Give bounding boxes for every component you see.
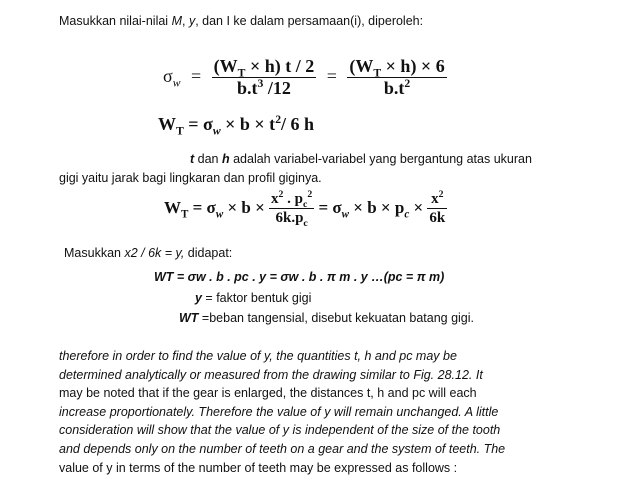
wt-equation-line: WT = σw . b . pc . y = σw . b . π m . y …(pc = π m) [154,270,445,284]
intro-text-3: , dan I ke dalam persamaan(i), diperoleh: [195,14,424,28]
masukkan-line: Masukkan x2 / 6k = y, didapat: [64,246,233,260]
intro-line [59,14,423,28]
equation-stress [163,56,447,99]
intro-var-y: y [188,14,196,28]
intro-text-2: , [181,14,189,28]
variables-line-2: gigi yaitu jarak bagi lingkaran dan profil giginya. [59,171,322,185]
intro-text-1: Masukkan nilai-nilai [59,14,172,28]
paragraph-line: increase proportionately. Therefore the value of y will remain unchanged. A little [59,404,499,419]
eq1-fraction-2: $\frac{(W_T \times h) \times 6}{b.t^2}$ [349,56,445,98]
eq1-equals: = [191,65,202,86]
paragraph-line: and depends only on the number of teeth on a gear and the system of teeth. The [59,441,506,456]
wt-definition: WT =beban tangensial, disebut kekuatan batang gigi. [179,311,474,325]
y-definition: y = faktor bentuk gigi [195,291,312,305]
paragraph-line: may be noted that if the gear is enlarged, the distances t, h and pc will each [59,386,477,401]
eq1-equals-2: = [326,65,337,86]
intro-var-m: M [171,14,182,28]
paragraph-line: value of y in terms of the number of teeth may be expressed as follows : [59,460,458,475]
paragraph-line: therefore in order to find the value of y, the quantities t, h and pc may be [59,349,457,363]
eq3-fraction-1: $\frac{x^2 . p_c^2}{6k.p_c}$ [271,189,313,230]
eq3-fraction-2: $\frac{x^2}{6k}$ [429,189,446,227]
paragraph-line: consideration will show that the value of y is independent of the size of the tooth [59,423,501,438]
eq1-fraction-1: $\frac{(W_T \times h) t / 2}{b.t^3 /12}$ [213,56,315,98]
paragraph-line: determined analytically or measured from the drawing similar to Fig. 28.12. It [59,367,483,382]
explanation-paragraph [59,347,599,477]
variables-line-1: t dan h adalah variabel-variabel yang bergantung atas ukuran [190,152,532,166]
equation-wt-expanded: $W_T = \sigma_w \times b$ × $\frac{x^2 . p_c^2}{6k.p_c}$ = $\sigma_w \times b \times p_c$ × $\frac{x^2}{6k}$ [164,189,446,230]
eq1-lhs: $\sigma_w$ [163,65,181,90]
equation-tangential-load: $W_T = \sigma_w \times b \times t^2/$ 6 h [158,113,315,138]
